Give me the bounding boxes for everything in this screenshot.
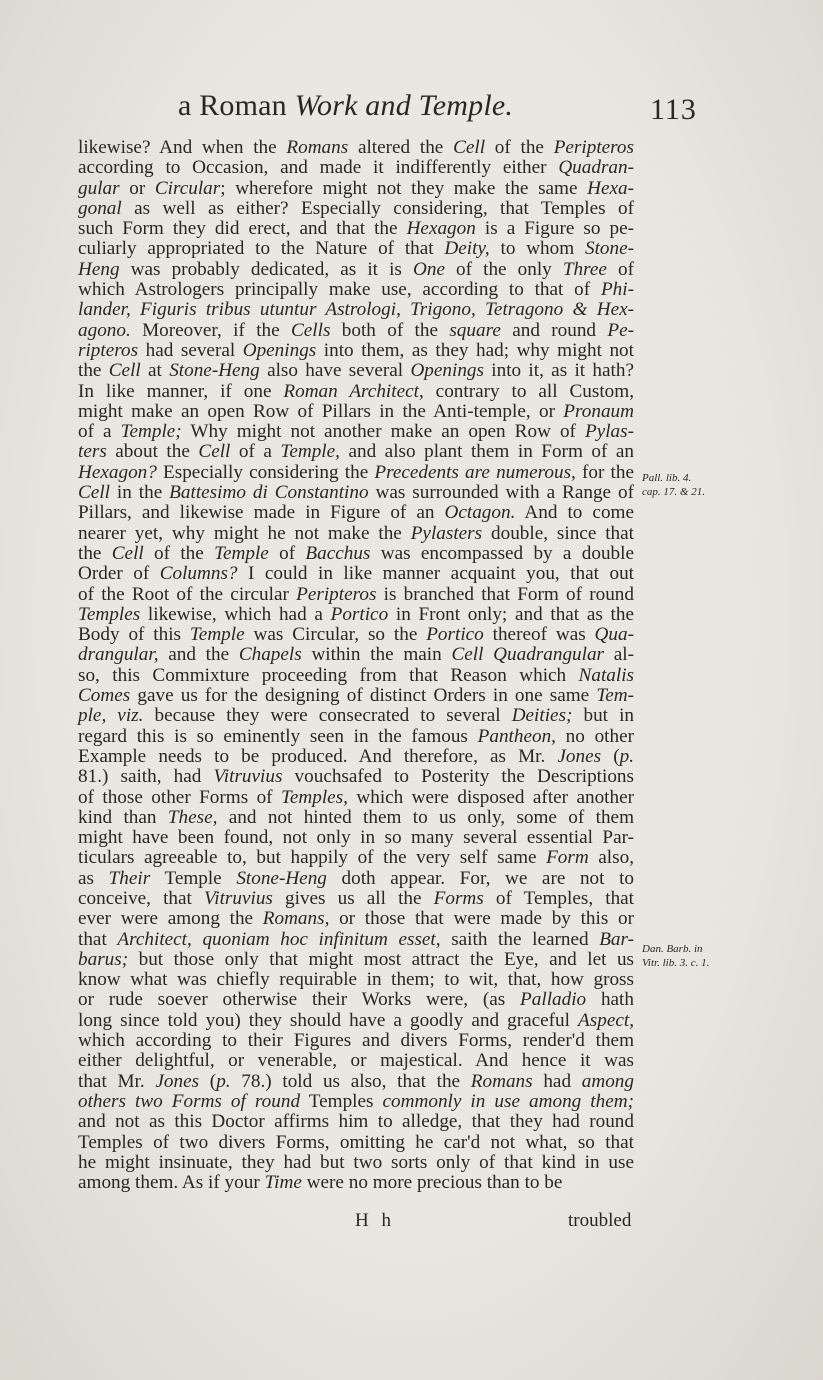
text-run: of a xyxy=(78,421,121,443)
text-line xyxy=(78,727,634,747)
text-run: ; wherefore might not they make the same xyxy=(220,177,588,199)
text-line xyxy=(78,483,634,503)
text-run: nearer yet, why might he not make the xyxy=(78,522,411,544)
text-run: ( xyxy=(199,1070,217,1092)
italic-run: Chapels xyxy=(238,644,302,666)
text-run: and round xyxy=(500,319,608,341)
text-run: Temples xyxy=(300,1090,383,1112)
italic-run: Peripteros xyxy=(553,137,634,158)
text-run: had xyxy=(532,1070,582,1092)
text-line xyxy=(78,869,634,889)
text-line xyxy=(78,950,634,970)
text-run: into them, as they had; why might not xyxy=(316,339,634,361)
text-run: ticulars agreeable to, but happily of the very self same xyxy=(78,847,547,869)
text-run: doth appear. For, we are not to xyxy=(326,867,635,889)
text-run: about the xyxy=(106,441,199,463)
italic-run: Romans xyxy=(470,1070,533,1092)
text-run: that xyxy=(78,928,118,950)
text-line xyxy=(78,219,634,239)
text-line xyxy=(78,239,634,259)
text-run: of those other Forms of xyxy=(78,786,281,808)
text-run: the xyxy=(78,360,109,382)
text-line xyxy=(78,585,634,605)
italic-run: Romans, xyxy=(262,908,330,930)
text-run: was Circular, so the xyxy=(244,624,427,646)
italic-run: Cell Quadrangular xyxy=(451,644,605,666)
text-run: within the main xyxy=(301,644,452,666)
text-run: which according to their Figures and divers Forms, render'd them xyxy=(78,1030,634,1052)
text-line xyxy=(78,909,634,929)
italic-run: Openings xyxy=(242,339,317,361)
text-run: 78.) told us also, that the xyxy=(230,1070,471,1092)
text-run: and not hinted them to us only, some of them xyxy=(217,806,634,828)
text-run: were no more precious than to be xyxy=(301,1172,563,1194)
text-run: but in xyxy=(572,705,634,727)
text-run: and the xyxy=(158,644,239,666)
text-run: according to Occasion, and made it indifferently either xyxy=(78,157,559,179)
text-run: was encompassed by a double xyxy=(370,542,634,564)
italic-run: Pylasters xyxy=(410,522,483,544)
text-line xyxy=(78,930,634,950)
italic-run: ripteros xyxy=(78,339,139,361)
text-run: he might insinuate, they had but two sorts only of that kind in use xyxy=(78,1151,634,1173)
italic-run: p. xyxy=(216,1070,231,1092)
italic-run: These, xyxy=(167,806,218,828)
italic-run: Bar- xyxy=(599,928,634,950)
text-run: Pillars, and likewise made in Figure of an xyxy=(78,502,445,524)
text-run: culiarly appropriated to the Nature of that xyxy=(78,238,445,260)
italic-run: Aspect, xyxy=(578,1009,634,1031)
italic-run: agono. xyxy=(78,319,131,341)
italic-run: Peripteros xyxy=(296,583,377,605)
italic-run: Phi- xyxy=(600,279,634,301)
text-run: Temple xyxy=(150,867,237,889)
italic-run: square xyxy=(449,319,501,341)
text-run: might have been found, not only in so many several essential Par- xyxy=(78,827,634,849)
text-line xyxy=(78,158,634,178)
italic-run: Roman Architect, xyxy=(283,380,424,402)
text-run: gives us all the xyxy=(272,887,434,909)
italic-run: drangular, xyxy=(78,644,159,666)
text-run: or those that were made by this or xyxy=(329,908,634,930)
italic-run: Temples xyxy=(78,603,141,625)
italic-run: Pantheon, xyxy=(477,725,556,747)
margin-note-line: Dan. Barb. in xyxy=(642,943,703,955)
margin-note-line: cap. 17. & 21. xyxy=(642,486,705,498)
text-line xyxy=(78,1153,634,1173)
italic-run: Hexagon xyxy=(406,218,476,240)
text-run: Example needs to be produced. And therefore, as Mr. xyxy=(78,745,558,767)
italic-run: Form xyxy=(546,847,589,869)
italic-run: Cell xyxy=(111,542,144,564)
text-run: Moreover, if the xyxy=(130,319,291,341)
text-run: hath xyxy=(586,989,634,1011)
text-line xyxy=(78,1173,634,1193)
italic-run: ters xyxy=(78,441,107,463)
text-run: vouchsafed to Posterity the Descriptions xyxy=(282,766,634,788)
italic-run: Precedents are numerous, xyxy=(374,461,576,483)
catchword: troubled xyxy=(568,1210,632,1231)
italic-run: Octagon. xyxy=(444,502,516,524)
text-line xyxy=(78,625,634,645)
text-line xyxy=(78,199,634,219)
italic-run: Vitruvius xyxy=(213,766,283,788)
text-line xyxy=(78,828,634,848)
italic-run: Tem- xyxy=(596,685,634,707)
text-run: of xyxy=(606,258,635,280)
text-line xyxy=(78,361,634,381)
italic-run: Their xyxy=(108,867,151,889)
italic-run: Openings xyxy=(410,360,484,382)
italic-run: Comes xyxy=(78,685,131,707)
text-run: 81.) saith, had xyxy=(78,766,214,788)
italic-run: Deities; xyxy=(511,705,573,727)
text-line xyxy=(78,1031,634,1051)
text-line xyxy=(78,808,634,828)
text-run: also have several xyxy=(259,360,411,382)
italic-run: gonal xyxy=(78,197,122,219)
italic-run: Cell xyxy=(108,360,141,382)
page-number: 113 xyxy=(650,93,697,126)
text-line xyxy=(78,686,634,706)
text-run: had several xyxy=(138,339,243,361)
text-run: either delightful, or venerable, or majestical. And hence it was xyxy=(78,1050,634,1072)
text-run: Order of xyxy=(78,563,160,585)
italic-run: Columns? xyxy=(159,563,238,585)
italic-run: barus; xyxy=(78,948,129,970)
text-run: is a Figure so pe- xyxy=(475,218,634,240)
italic-run: Time xyxy=(264,1172,302,1194)
text-line xyxy=(78,1011,634,1031)
italic-run: Jones xyxy=(557,745,602,767)
text-line xyxy=(78,889,634,909)
text-run: because they were consecrated to several xyxy=(143,705,512,727)
text-run: conceive, that xyxy=(78,887,204,909)
text-line xyxy=(78,645,634,665)
margin-note-line: Vitr. lib. 3. c. 1. xyxy=(642,957,710,969)
italic-run: Pe- xyxy=(607,319,635,341)
text-run: of the xyxy=(485,137,554,158)
text-run: kind than xyxy=(78,806,168,828)
italic-run: Architect, quoniam hoc infinitum esset, xyxy=(117,928,441,950)
text-run: regard this is so eminently seen in the famous xyxy=(78,725,478,747)
text-run: al- xyxy=(604,644,634,666)
italic-run: Three xyxy=(562,258,607,280)
text-run: or xyxy=(119,177,155,199)
text-run: saith the learned xyxy=(440,928,600,950)
text-run: and not as this Doctor affirms him to alledge, that they had round xyxy=(78,1111,634,1133)
italic-run: ple, viz. xyxy=(78,705,144,727)
text-run: so, this Commixture proceeding from that Reason which xyxy=(78,664,579,686)
text-line xyxy=(78,767,634,787)
italic-run: Pylas- xyxy=(584,421,634,443)
text-run: both of the xyxy=(330,319,450,341)
italic-run: Stone-Heng xyxy=(169,360,260,382)
text-run: In like manner, if one xyxy=(78,380,284,402)
running-head-italic: Work and Temple. xyxy=(294,89,514,122)
text-run: thereof was xyxy=(483,624,595,646)
italic-run: Cell xyxy=(78,482,110,504)
text-line xyxy=(78,463,634,483)
text-line xyxy=(78,706,634,726)
italic-run: Battesimo di Constantino xyxy=(169,482,369,504)
text-run: Temples of two divers Forms, omitting he car'd not what, so that xyxy=(78,1131,634,1153)
italic-run: Stone-Heng xyxy=(236,867,327,889)
text-line xyxy=(78,422,634,442)
text-run: no other xyxy=(555,725,634,747)
text-run: into it, as it hath? xyxy=(483,360,634,382)
italic-run: commonly in use among them; xyxy=(382,1090,634,1112)
italic-run: Palladio xyxy=(520,989,587,1011)
italic-run: Portico xyxy=(330,603,389,625)
italic-run: Bacchus xyxy=(305,542,371,564)
text-run: ( xyxy=(601,745,620,767)
text-line xyxy=(78,503,634,523)
italic-run: Qua- xyxy=(594,624,634,646)
text-run: of a xyxy=(230,441,281,463)
text-run: double, since that xyxy=(482,522,634,544)
text-run: in the xyxy=(109,482,170,504)
italic-run: Circular xyxy=(154,177,221,199)
text-run: as xyxy=(78,867,109,889)
text-line xyxy=(78,564,634,584)
text-run: that Mr. xyxy=(78,1070,156,1092)
text-line xyxy=(78,848,634,868)
italic-run: gular xyxy=(78,177,120,199)
text-line xyxy=(78,382,634,402)
text-line xyxy=(78,300,634,320)
italic-run: Deity, xyxy=(444,238,490,260)
text-run: And to come xyxy=(515,502,634,524)
italic-run: Natalis xyxy=(578,664,634,686)
text-run: or rude soever otherwise their Works were, (as xyxy=(78,989,521,1011)
text-line xyxy=(78,138,634,158)
italic-run: Hexagon? xyxy=(78,461,157,483)
text-run: also, xyxy=(588,847,634,869)
text-line xyxy=(78,402,634,422)
text-run: might make an open Row of Pillars in the Anti-temple, or xyxy=(78,400,564,422)
text-run: Why might not another make an open Row of xyxy=(181,421,585,443)
italic-run: Temple, xyxy=(280,441,340,463)
italic-run: Jones xyxy=(155,1070,200,1092)
text-line xyxy=(78,544,634,564)
italic-run: Quadran- xyxy=(558,157,634,179)
text-line xyxy=(78,747,634,767)
text-run: long since told you) they should have a goodly and graceful xyxy=(78,1009,579,1031)
text-run: ever were among the xyxy=(78,908,263,930)
text-run: at xyxy=(140,360,170,382)
text-line xyxy=(78,1112,634,1132)
page-header xyxy=(0,86,823,130)
text-run: and also plant them in Form of an xyxy=(339,441,634,463)
text-run: among them. As if your xyxy=(78,1172,265,1194)
italic-run: Portico xyxy=(426,624,484,646)
text-run: contrary to all Custom, xyxy=(423,380,634,402)
text-run: which were disposed after another xyxy=(347,786,634,808)
body-text xyxy=(78,138,634,1193)
text-line xyxy=(78,1072,634,1092)
italic-run: Temple xyxy=(214,542,269,564)
italic-run: Cells xyxy=(290,319,331,341)
text-line xyxy=(78,280,634,300)
italic-run: p. xyxy=(619,745,634,767)
text-run: Body of this xyxy=(78,624,190,646)
text-run: such Form they did erect, and that the xyxy=(78,218,407,240)
italic-run: Hexa- xyxy=(587,177,634,199)
italic-run: Cell xyxy=(198,441,231,463)
text-run: altered the xyxy=(348,137,454,158)
text-line xyxy=(78,442,634,462)
text-run: of the xyxy=(143,542,215,564)
italic-run: Cell xyxy=(453,137,486,158)
text-line xyxy=(78,341,634,361)
text-run: of the Root of the circular xyxy=(78,583,297,605)
text-run: which Astrologers principally make use, according to that of xyxy=(78,279,601,301)
text-run: gave us for the designing of distinct Orders in one same xyxy=(130,685,597,707)
text-run: of the only xyxy=(444,258,563,280)
italic-run: Temple; xyxy=(120,421,182,443)
italic-run: Vitruvius xyxy=(203,887,273,909)
text-line xyxy=(78,605,634,625)
italic-run: Temple xyxy=(189,624,245,646)
margin-note-line: Pall. lib. 4. xyxy=(642,472,692,484)
text-run: for the xyxy=(575,461,634,483)
text-line xyxy=(78,970,634,990)
italic-run: One xyxy=(413,258,445,280)
text-line xyxy=(78,990,634,1010)
text-run: know what was chiefly requirable in them; to wit, that, how gross xyxy=(78,969,634,991)
text-run: I could in like manner acquaint you, that out xyxy=(237,563,634,585)
text-line xyxy=(78,524,634,544)
signature-mark: H h xyxy=(355,1210,395,1231)
text-run: the xyxy=(78,542,112,564)
text-run: to whom xyxy=(489,238,585,260)
text-run: is branched that Form of round xyxy=(376,583,634,605)
text-line xyxy=(78,260,634,280)
italic-run: Pronaum xyxy=(563,400,634,422)
text-line xyxy=(78,1051,634,1071)
text-run: likewise? And when the xyxy=(78,137,287,158)
text-run: in Front only; and that as the xyxy=(388,603,634,625)
italic-run: among xyxy=(581,1070,634,1092)
italic-run: lander, Figuris tribus utuntur Astrologi, Trigono, Tetragono & Hex- xyxy=(78,299,634,321)
text-line xyxy=(78,666,634,686)
text-line xyxy=(78,179,634,199)
italic-run: Forms xyxy=(433,887,484,909)
italic-run: Stone- xyxy=(584,238,634,260)
margin-note-palladio xyxy=(642,471,752,499)
italic-run: Romans xyxy=(286,137,349,158)
text-line xyxy=(78,321,634,341)
text-run: of xyxy=(268,542,306,564)
text-run: was surrounded with a Range of xyxy=(368,482,634,504)
italic-run: Heng xyxy=(78,258,120,280)
text-line xyxy=(78,1133,634,1153)
text-run: Especially considering the xyxy=(156,461,375,483)
italic-run: others two Forms of round xyxy=(78,1090,301,1112)
text-line xyxy=(78,788,634,808)
margin-note-barbaro xyxy=(642,942,752,970)
running-head xyxy=(178,86,513,126)
text-run: but those only that might most attract the Eye, and let us xyxy=(128,948,634,970)
text-run: of Temples, that xyxy=(483,887,635,909)
italic-run: Temples, xyxy=(280,786,348,808)
running-head-roman: a Roman xyxy=(178,89,295,122)
text-run: was probably dedicated, as it is xyxy=(119,258,413,280)
text-line xyxy=(78,1092,634,1112)
text-run: likewise, which had a xyxy=(140,603,331,625)
text-run: as well as either? Especially considering, that Temples of xyxy=(121,197,634,219)
